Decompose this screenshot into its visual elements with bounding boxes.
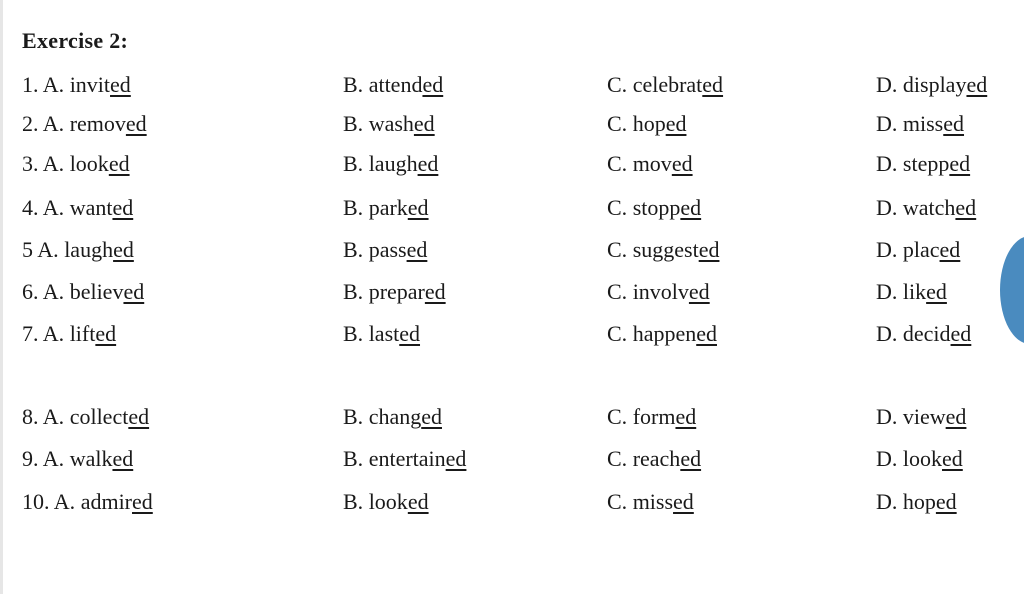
underlined-ending: ed [955, 195, 977, 220]
word-stem: last [368, 321, 400, 346]
option-d [876, 319, 971, 349]
option-d [876, 402, 966, 432]
underlined-ending: ed [406, 237, 428, 262]
question-row [0, 487, 1024, 517]
word-stem: lift [69, 321, 96, 346]
underlined-ending: ed [939, 237, 961, 262]
word-stem: pass [368, 237, 407, 262]
question-row [0, 149, 1024, 179]
word-stem: laugh [64, 237, 114, 262]
word-stem: form [632, 404, 676, 429]
option-a [22, 402, 149, 432]
option-letter: D. [876, 195, 898, 220]
underlined-ending: ed [949, 151, 971, 176]
exercise-title: Exercise 2: [22, 28, 129, 53]
question-row [0, 277, 1024, 307]
option-letter: C. [607, 72, 628, 97]
underlined-ending: ed [128, 404, 150, 429]
option-b [343, 277, 446, 307]
option-letter: B. [343, 321, 364, 346]
option-b [343, 402, 442, 432]
word-stem: look [902, 446, 943, 471]
underlined-ending: ed [421, 404, 442, 429]
word-stem: happen [632, 321, 697, 346]
option-b [343, 235, 427, 265]
question-number-label: 6. A. [22, 279, 65, 304]
word-stem: plac [902, 237, 940, 262]
word-stem: suggest [632, 237, 699, 262]
word-stem: remov [69, 111, 126, 136]
underlined-ending: ed [680, 446, 702, 471]
word-stem: look [368, 489, 408, 514]
option-letter: B. [343, 489, 364, 514]
underlined-ending: ed [935, 489, 957, 514]
question-row [0, 444, 1024, 474]
option-letter: B. [343, 237, 364, 262]
option-c [607, 402, 696, 432]
underlined-ending: ed [424, 279, 446, 304]
underlined-ending: ed [413, 111, 435, 136]
underlined-ending: ed [926, 279, 947, 304]
option-b [343, 487, 429, 517]
option-c [607, 109, 686, 139]
underlined-ending: ed [108, 151, 130, 176]
word-stem: stopp [632, 195, 681, 220]
option-d [876, 149, 970, 179]
word-stem: invit [69, 72, 111, 97]
option-b [343, 444, 466, 474]
word-stem: decid [902, 321, 951, 346]
option-c [607, 235, 719, 265]
option-letter: C. [607, 111, 628, 136]
underlined-ending: ed [112, 195, 134, 220]
underlined-ending: ed [123, 279, 145, 304]
word-stem: prepar [368, 279, 425, 304]
option-letter: C. [607, 195, 628, 220]
option-c [607, 149, 693, 179]
option-d [876, 109, 964, 139]
option-d [876, 444, 963, 474]
option-letter: C. [607, 446, 628, 471]
question-row [0, 193, 1024, 223]
option-d [876, 235, 960, 265]
option-c [607, 193, 701, 223]
question-row [0, 70, 1024, 100]
word-stem: miss [632, 489, 674, 514]
underlined-ending: ed [688, 279, 710, 304]
underlined-ending: ed [110, 72, 131, 97]
question-number-label: 8. A. [22, 404, 65, 429]
word-stem: display [902, 72, 967, 97]
underlined-ending: ed [675, 404, 697, 429]
option-b [343, 319, 420, 349]
option-letter: B. [343, 279, 364, 304]
option-a [22, 70, 131, 100]
option-a [22, 487, 153, 517]
option-d [876, 193, 976, 223]
option-a [22, 193, 133, 223]
option-c [607, 444, 701, 474]
underlined-ending: ed [966, 72, 988, 97]
underlined-ending: ed [945, 404, 967, 429]
word-stem: entertain [368, 446, 446, 471]
underlined-ending: ed [665, 111, 687, 136]
word-stem: miss [902, 111, 944, 136]
option-letter: D. [876, 237, 898, 262]
underlined-ending: ed [125, 111, 147, 136]
word-stem: reach [632, 446, 681, 471]
word-stem: believ [69, 279, 124, 304]
underlined-ending: ed [950, 321, 972, 346]
option-letter: D. [876, 489, 898, 514]
word-stem: watch [902, 195, 956, 220]
option-letter: B. [343, 195, 364, 220]
option-letter: C. [607, 151, 628, 176]
word-stem: attend [368, 72, 423, 97]
option-c [607, 319, 717, 349]
word-stem: hop [632, 111, 666, 136]
option-letter: D. [876, 111, 898, 136]
question-row [0, 319, 1024, 349]
option-d [876, 487, 957, 517]
option-c [607, 277, 710, 307]
underlined-ending: ed [680, 195, 702, 220]
word-stem: look [69, 151, 109, 176]
option-c [607, 487, 694, 517]
question-row [0, 402, 1024, 432]
question-row [0, 235, 1024, 265]
question-number-label: 2. A. [22, 111, 65, 136]
option-a [22, 277, 144, 307]
option-letter: C. [607, 279, 628, 304]
option-letter: C. [607, 321, 628, 346]
word-stem: admir [80, 489, 133, 514]
option-a [22, 319, 116, 349]
underlined-ending: ed [132, 489, 153, 514]
option-letter: C. [607, 404, 628, 429]
option-b [343, 109, 435, 139]
underlined-ending: ed [407, 489, 429, 514]
option-d [876, 70, 987, 100]
question-number-label: 1. A. [22, 72, 65, 97]
option-letter: B. [343, 72, 364, 97]
word-stem: walk [69, 446, 113, 471]
word-stem: wash [368, 111, 414, 136]
option-b [343, 149, 438, 179]
option-letter: B. [343, 151, 364, 176]
question-number-label: 9. A. [22, 446, 65, 471]
word-stem: want [69, 195, 113, 220]
option-letter: D. [876, 321, 898, 346]
word-stem: celebrat [632, 72, 703, 97]
word-stem: lik [902, 279, 927, 304]
option-letter: D. [876, 151, 898, 176]
option-letter: B. [343, 111, 364, 136]
underlined-ending: ed [112, 446, 134, 471]
question-number-label: 3. A. [22, 151, 65, 176]
underlined-ending: ed [942, 446, 963, 471]
option-a [22, 149, 130, 179]
underlined-ending: ed [702, 72, 724, 97]
underlined-ending: ed [399, 321, 421, 346]
question-number-label: 7. A. [22, 321, 65, 346]
option-letter: B. [343, 404, 364, 429]
option-a [22, 444, 133, 474]
underlined-ending: ed [422, 72, 444, 97]
option-c [607, 70, 723, 100]
underlined-ending: ed [417, 151, 439, 176]
word-stem: involv [632, 279, 689, 304]
underlined-ending: ed [943, 111, 965, 136]
question-number-label: 4. A. [22, 195, 65, 220]
underlined-ending: ed [95, 321, 117, 346]
option-letter: C. [607, 489, 628, 514]
question-number-label: 5 A. [22, 237, 59, 262]
option-b [343, 193, 429, 223]
option-letter: C. [607, 237, 628, 262]
option-a [22, 235, 134, 265]
option-a [22, 109, 147, 139]
word-stem: laugh [368, 151, 418, 176]
question-number-label: 10. A. [22, 489, 76, 514]
option-letter: B. [343, 446, 364, 471]
underlined-ending: ed [113, 237, 134, 262]
underlined-ending: ed [445, 446, 467, 471]
underlined-ending: ed [407, 195, 429, 220]
question-row [0, 109, 1024, 139]
word-stem: park [368, 195, 408, 220]
option-d [876, 277, 947, 307]
underlined-ending: ed [696, 321, 717, 346]
underlined-ending: ed [673, 489, 694, 514]
word-stem: stepp [902, 151, 950, 176]
option-letter: D. [876, 446, 898, 471]
option-b [343, 70, 443, 100]
option-letter: D. [876, 72, 898, 97]
underlined-ending: ed [671, 151, 693, 176]
word-stem: hop [902, 489, 936, 514]
word-stem: mov [632, 151, 672, 176]
word-stem: collect [69, 404, 129, 429]
underlined-ending: ed [698, 237, 720, 262]
option-letter: D. [876, 279, 898, 304]
word-stem: view [902, 404, 946, 429]
option-letter: D. [876, 404, 898, 429]
word-stem: chang [368, 404, 422, 429]
